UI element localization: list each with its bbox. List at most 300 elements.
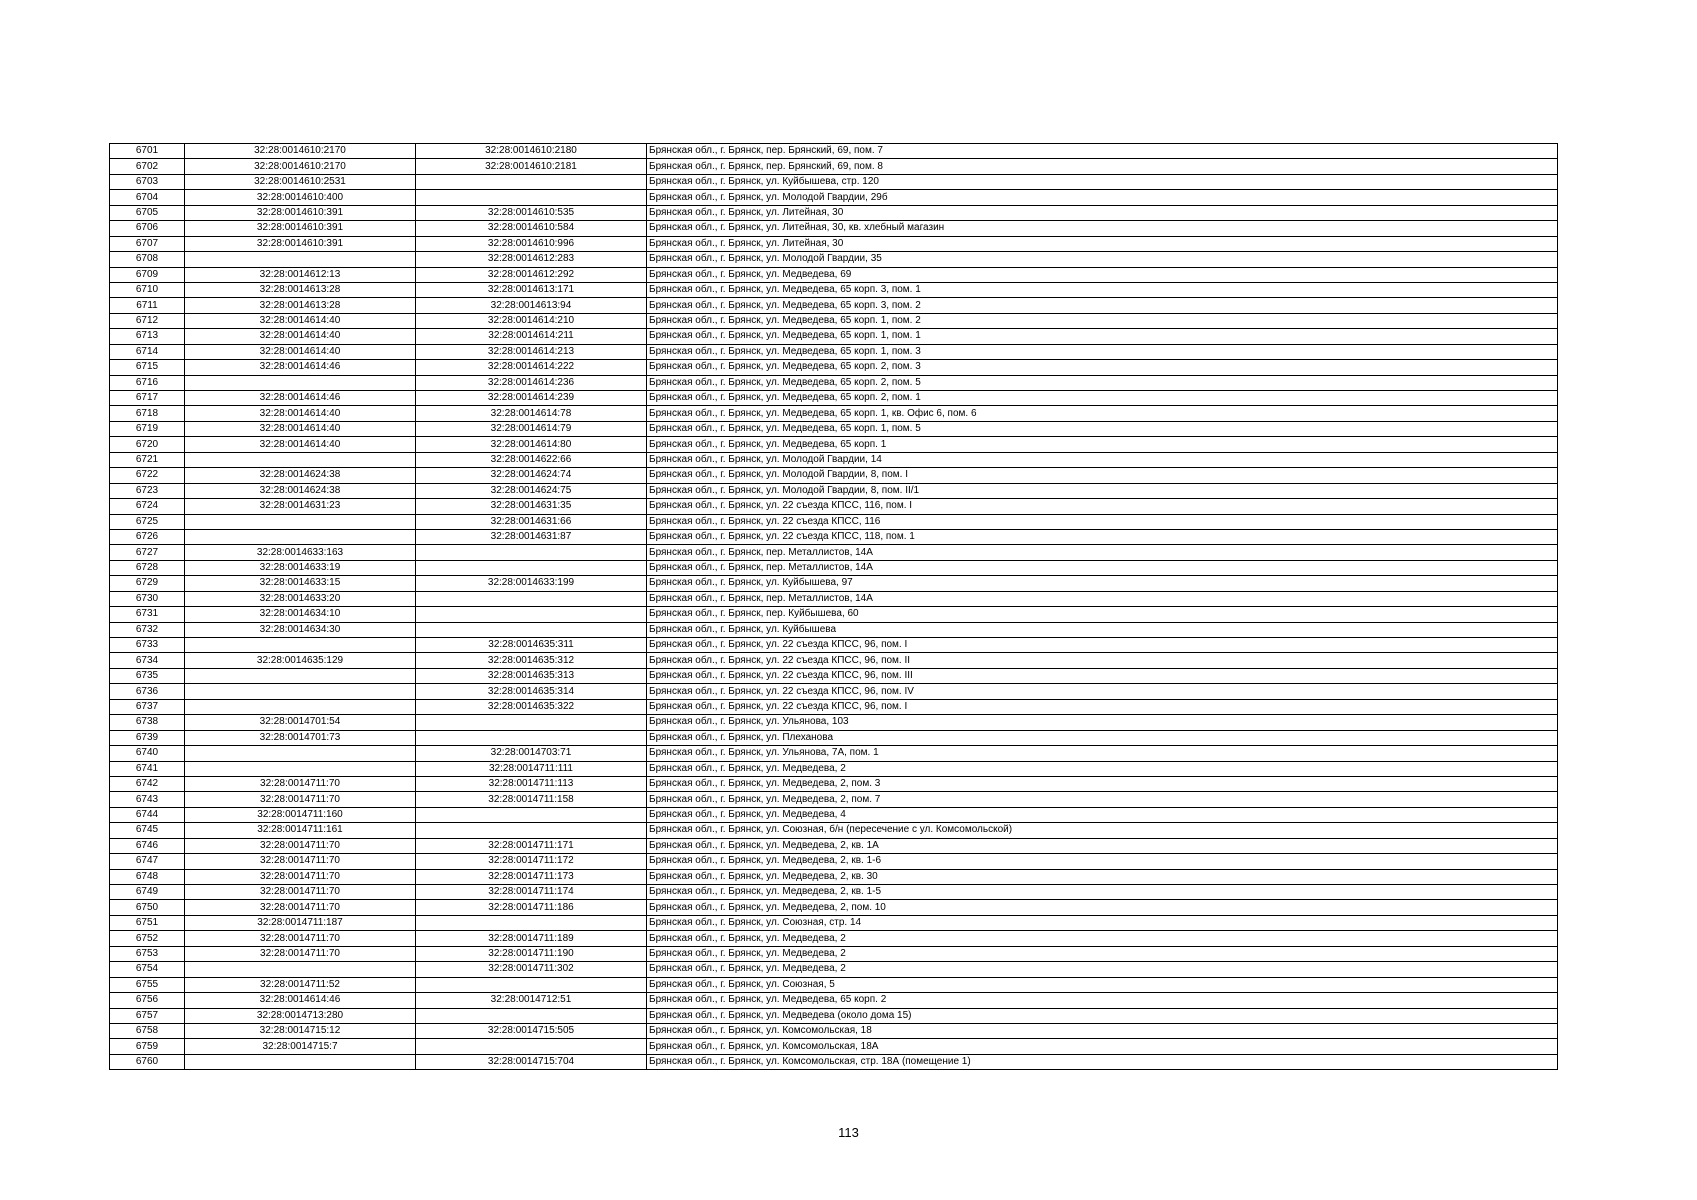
address-cell: Брянская обл., г. Брянск, ул. Молодой Гвардии, 29б [647, 190, 1558, 205]
parcel-number-cell: 32:28:0014711:70 [185, 776, 416, 791]
address-cell: Брянская обл., г. Брянск, ул. Литейная, 30 [647, 236, 1558, 251]
table-row [110, 607, 1558, 622]
parcel-number-cell: 32:28:0014711:70 [185, 869, 416, 884]
address-cell: Брянская обл., г. Брянск, ул. Медведева, 65 корп. 1, пом. 3 [647, 344, 1558, 359]
table-row [110, 838, 1558, 853]
object-number-cell: 32:28:0014624:75 [416, 483, 647, 498]
object-number-cell: 32:28:0014711:189 [416, 931, 647, 946]
row-number-cell: 6714 [110, 344, 185, 359]
object-number-cell: 32:28:0014715:505 [416, 1023, 647, 1038]
address-cell: Брянская обл., г. Брянск, ул. Союзная, 5 [647, 977, 1558, 992]
object-number-cell: 32:28:0014635:314 [416, 684, 647, 699]
page-number: 113 [838, 1125, 859, 1140]
table-row [110, 668, 1558, 683]
table-row [110, 421, 1558, 436]
object-number-cell: 32:28:0014614:239 [416, 391, 647, 406]
row-number-cell: 6735 [110, 668, 185, 683]
address-cell: Брянская обл., г. Брянск, ул. Медведева, 65 корп. 1, пом. 2 [647, 313, 1558, 328]
address-cell: Брянская обл., г. Брянск, ул. Медведева, 2, пом. 7 [647, 792, 1558, 807]
row-number-cell: 6737 [110, 699, 185, 714]
address-cell: Брянская обл., г. Брянск, ул. Молодой Гвардии, 8, пом. II/1 [647, 483, 1558, 498]
address-cell: Брянская обл., г. Брянск, ул. Куйбышева, 97 [647, 576, 1558, 591]
table-row [110, 653, 1558, 668]
table-row [110, 406, 1558, 421]
table-row [110, 761, 1558, 776]
table-row [110, 977, 1558, 992]
object-number-cell: 32:28:0014711:113 [416, 776, 647, 791]
row-number-cell: 6747 [110, 854, 185, 869]
address-cell: Брянская обл., г. Брянск, ул. Медведева, 65 корп. 1, пом. 1 [647, 329, 1558, 344]
registry-table-body [110, 144, 1558, 1070]
row-number-cell: 6728 [110, 560, 185, 575]
address-cell: Брянская обл., г. Брянск, ул. Медведева, 2 [647, 931, 1558, 946]
object-number-cell: 32:28:0014703:71 [416, 746, 647, 761]
address-cell: Брянская обл., г. Брянск, ул. 22 съезда КПСС, 96, пом. I [647, 638, 1558, 653]
table-row [110, 1039, 1558, 1054]
row-number-cell: 6741 [110, 761, 185, 776]
address-cell: Брянская обл., г. Брянск, ул. Медведева, 65 корп. 1 [647, 437, 1558, 452]
parcel-number-cell: 32:28:0014610:391 [185, 205, 416, 220]
parcel-number-cell: 32:28:0014610:391 [185, 236, 416, 251]
row-number-cell: 6722 [110, 468, 185, 483]
address-cell: Брянская обл., г. Брянск, ул. Медведева, 65 корп. 2, пом. 1 [647, 391, 1558, 406]
table-row [110, 885, 1558, 900]
address-cell: Брянская обл., г. Брянск, ул. 22 съезда КПСС, 96, пом. IV [647, 684, 1558, 699]
table-row [110, 174, 1558, 189]
table-row [110, 591, 1558, 606]
table-row [110, 900, 1558, 915]
table-row [110, 1008, 1558, 1023]
parcel-number-cell: 32:28:0014613:28 [185, 298, 416, 313]
object-number-cell: 32:28:0014715:704 [416, 1054, 647, 1069]
address-cell: Брянская обл., г. Брянск, ул. Ульянова, 7А, пом. 1 [647, 746, 1558, 761]
address-cell: Брянская обл., г. Брянск, ул. Медведева, 2, кв. 1-6 [647, 854, 1558, 869]
address-cell: Брянская обл., г. Брянск, ул. Комсомольская, стр. 18А (помещение 1) [647, 1054, 1558, 1069]
row-number-cell: 6740 [110, 746, 185, 761]
address-cell: Брянская обл., г. Брянск, ул. Медведева, 2, пом. 3 [647, 776, 1558, 791]
address-cell: Брянская обл., г. Брянск, ул. Комсомольская, 18А [647, 1039, 1558, 1054]
row-number-cell: 6745 [110, 823, 185, 838]
table-row [110, 915, 1558, 930]
table-row [110, 776, 1558, 791]
table-row [110, 282, 1558, 297]
parcel-number-cell: 32:28:0014633:20 [185, 591, 416, 606]
address-cell: Брянская обл., г. Брянск, ул. Медведева, 2, кв. 1-5 [647, 885, 1558, 900]
row-number-cell: 6734 [110, 653, 185, 668]
object-number-cell: 32:28:0014712:51 [416, 993, 647, 1008]
address-cell: Брянская обл., г. Брянск, ул. Медведева, 65 корп. 2, пом. 3 [647, 360, 1558, 375]
parcel-number-cell: 32:28:0014610:391 [185, 221, 416, 236]
object-number-cell: 32:28:0014635:312 [416, 653, 647, 668]
row-number-cell: 6702 [110, 159, 185, 174]
parcel-number-cell [185, 375, 416, 390]
object-number-cell: 32:28:0014610:996 [416, 236, 647, 251]
object-number-cell [416, 730, 647, 745]
address-cell: Брянская обл., г. Брянск, ул. Плеханова [647, 730, 1558, 745]
table-row [110, 499, 1558, 514]
parcel-number-cell: 32:28:0014711:70 [185, 792, 416, 807]
parcel-number-cell: 32:28:0014634:10 [185, 607, 416, 622]
parcel-number-cell: 32:28:0014610:400 [185, 190, 416, 205]
parcel-number-cell: 32:28:0014713:280 [185, 1008, 416, 1023]
table-row [110, 576, 1558, 591]
object-number-cell [416, 545, 647, 560]
row-number-cell: 6701 [110, 144, 185, 159]
row-number-cell: 6756 [110, 993, 185, 1008]
object-number-cell: 32:28:0014614:211 [416, 329, 647, 344]
object-number-cell: 32:28:0014711:186 [416, 900, 647, 915]
address-cell: Брянская обл., г. Брянск, ул. Союзная, стр. 14 [647, 915, 1558, 930]
object-number-cell: 32:28:0014622:66 [416, 452, 647, 467]
parcel-number-cell: 32:28:0014633:163 [185, 545, 416, 560]
parcel-number-cell: 32:28:0014614:46 [185, 360, 416, 375]
object-number-cell [416, 591, 647, 606]
row-number-cell: 6743 [110, 792, 185, 807]
table-row [110, 684, 1558, 699]
table-row [110, 730, 1558, 745]
parcel-number-cell [185, 699, 416, 714]
object-number-cell: 32:28:0014711:174 [416, 885, 647, 900]
parcel-number-cell: 32:28:0014715:7 [185, 1039, 416, 1054]
address-cell: Брянская обл., г. Брянск, ул. Медведева, 69 [647, 267, 1558, 282]
parcel-number-cell: 32:28:0014614:40 [185, 329, 416, 344]
row-number-cell: 6727 [110, 545, 185, 560]
object-number-cell [416, 715, 647, 730]
parcel-number-cell: 32:28:0014711:161 [185, 823, 416, 838]
parcel-number-cell [185, 529, 416, 544]
parcel-number-cell [185, 1054, 416, 1069]
object-number-cell: 32:28:0014613:94 [416, 298, 647, 313]
object-number-cell: 32:28:0014631:35 [416, 499, 647, 514]
row-number-cell: 6751 [110, 915, 185, 930]
table-row [110, 993, 1558, 1008]
table-row [110, 144, 1558, 159]
address-cell: Брянская обл., г. Брянск, ул. Медведева, 65 корп. 3, пом. 1 [647, 282, 1558, 297]
row-number-cell: 6724 [110, 499, 185, 514]
table-row [110, 236, 1558, 251]
address-cell: Брянская обл., г. Брянск, ул. Куйбышева, стр. 120 [647, 174, 1558, 189]
address-cell: Брянская обл., г. Брянск, ул. Медведева, 65 корп. 2 [647, 993, 1558, 1008]
row-number-cell: 6719 [110, 421, 185, 436]
parcel-number-cell: 32:28:0014711:70 [185, 900, 416, 915]
table-row [110, 699, 1558, 714]
row-number-cell: 6748 [110, 869, 185, 884]
object-number-cell: 32:28:0014635:311 [416, 638, 647, 653]
parcel-number-cell: 32:28:0014634:30 [185, 622, 416, 637]
parcel-number-cell: 32:28:0014614:40 [185, 344, 416, 359]
parcel-number-cell: 32:28:0014614:40 [185, 406, 416, 421]
table-row [110, 514, 1558, 529]
table-row [110, 298, 1558, 313]
object-number-cell: 32:28:0014613:171 [416, 282, 647, 297]
row-number-cell: 6712 [110, 313, 185, 328]
parcel-number-cell: 32:28:0014633:15 [185, 576, 416, 591]
object-number-cell: 32:28:0014711:302 [416, 962, 647, 977]
object-number-cell: 32:28:0014631:66 [416, 514, 647, 529]
row-number-cell: 6729 [110, 576, 185, 591]
address-cell: Брянская обл., г. Брянск, ул. Медведева, 4 [647, 807, 1558, 822]
parcel-number-cell [185, 252, 416, 267]
object-number-cell [416, 190, 647, 205]
table-row [110, 267, 1558, 282]
object-number-cell: 32:28:0014635:313 [416, 668, 647, 683]
table-row [110, 313, 1558, 328]
table-row [110, 560, 1558, 575]
object-number-cell [416, 807, 647, 822]
parcel-number-cell [185, 514, 416, 529]
row-number-cell: 6720 [110, 437, 185, 452]
table-row [110, 468, 1558, 483]
row-number-cell: 6736 [110, 684, 185, 699]
parcel-number-cell: 32:28:0014633:19 [185, 560, 416, 575]
row-number-cell: 6742 [110, 776, 185, 791]
table-row [110, 391, 1558, 406]
table-row [110, 962, 1558, 977]
address-cell: Брянская обл., г. Брянск, ул. 22 съезда КПСС, 118, пом. 1 [647, 529, 1558, 544]
table-row [110, 638, 1558, 653]
table-row [110, 1023, 1558, 1038]
table-row [110, 360, 1558, 375]
row-number-cell: 6708 [110, 252, 185, 267]
parcel-number-cell: 32:28:0014631:23 [185, 499, 416, 514]
parcel-number-cell: 32:28:0014711:70 [185, 838, 416, 853]
parcel-number-cell [185, 638, 416, 653]
row-number-cell: 6749 [110, 885, 185, 900]
row-number-cell: 6721 [110, 452, 185, 467]
parcel-number-cell: 32:28:0014711:70 [185, 946, 416, 961]
row-number-cell: 6733 [110, 638, 185, 653]
address-cell: Брянская обл., г. Брянск, пер. Куйбышева, 60 [647, 607, 1558, 622]
parcel-number-cell [185, 761, 416, 776]
parcel-number-cell [185, 668, 416, 683]
object-number-cell: 32:28:0014711:158 [416, 792, 647, 807]
address-cell: Брянская обл., г. Брянск, ул. Медведева, 65 корп. 1, пом. 5 [647, 421, 1558, 436]
table-row [110, 190, 1558, 205]
parcel-number-cell: 32:28:0014711:160 [185, 807, 416, 822]
object-number-cell: 32:28:0014635:322 [416, 699, 647, 714]
row-number-cell: 6723 [110, 483, 185, 498]
object-number-cell: 32:28:0014612:283 [416, 252, 647, 267]
row-number-cell: 6709 [110, 267, 185, 282]
address-cell: Брянская обл., г. Брянск, ул. Медведева, 2 [647, 761, 1558, 776]
object-number-cell: 32:28:0014614:80 [416, 437, 647, 452]
address-cell: Брянская обл., г. Брянск, ул. Куйбышева [647, 622, 1558, 637]
row-number-cell: 6706 [110, 221, 185, 236]
object-number-cell [416, 1039, 647, 1054]
object-number-cell: 32:28:0014610:2180 [416, 144, 647, 159]
row-number-cell: 6711 [110, 298, 185, 313]
parcel-number-cell: 32:28:0014614:46 [185, 391, 416, 406]
address-cell: Брянская обл., г. Брянск, ул. Молодой Гвардии, 14 [647, 452, 1558, 467]
parcel-number-cell [185, 452, 416, 467]
object-number-cell: 32:28:0014614:222 [416, 360, 647, 375]
table-row [110, 1054, 1558, 1069]
row-number-cell: 6744 [110, 807, 185, 822]
address-cell: Брянская обл., г. Брянск, ул. Медведева, 65 корп. 2, пом. 5 [647, 375, 1558, 390]
object-number-cell [416, 174, 647, 189]
row-number-cell: 6739 [110, 730, 185, 745]
row-number-cell: 6707 [110, 236, 185, 251]
parcel-number-cell: 32:28:0014614:40 [185, 421, 416, 436]
parcel-number-cell: 32:28:0014701:54 [185, 715, 416, 730]
table-row [110, 715, 1558, 730]
row-number-cell: 6753 [110, 946, 185, 961]
row-number-cell: 6718 [110, 406, 185, 421]
parcel-number-cell: 32:28:0014614:40 [185, 437, 416, 452]
object-number-cell: 32:28:0014711:190 [416, 946, 647, 961]
row-number-cell: 6703 [110, 174, 185, 189]
table-row [110, 823, 1558, 838]
object-number-cell: 32:28:0014614:236 [416, 375, 647, 390]
row-number-cell: 6731 [110, 607, 185, 622]
parcel-number-cell: 32:28:0014701:73 [185, 730, 416, 745]
row-number-cell: 6732 [110, 622, 185, 637]
object-number-cell [416, 560, 647, 575]
address-cell: Брянская обл., г. Брянск, ул. Литейная, 30 [647, 205, 1558, 220]
parcel-number-cell: 32:28:0014610:2531 [185, 174, 416, 189]
address-cell: Брянская обл., г. Брянск, ул. Медведева, 2 [647, 962, 1558, 977]
table-row [110, 854, 1558, 869]
address-cell: Брянская обл., г. Брянск, ул. Медведева, 65 корп. 1, кв. Офис 6, пом. 6 [647, 406, 1558, 421]
address-cell: Брянская обл., г. Брянск, ул. Союзная, б/н (пересечение с ул. Комсомольской) [647, 823, 1558, 838]
row-number-cell: 6730 [110, 591, 185, 606]
row-number-cell: 6726 [110, 529, 185, 544]
address-cell: Брянская обл., г. Брянск, ул. Медведева, 2, кв. 30 [647, 869, 1558, 884]
object-number-cell [416, 977, 647, 992]
object-number-cell [416, 915, 647, 930]
address-cell: Брянская обл., г. Брянск, ул. Медведева, 2, пом. 10 [647, 900, 1558, 915]
address-cell: Брянская обл., г. Брянск, ул. 22 съезда КПСС, 96, пом. III [647, 668, 1558, 683]
address-cell: Брянская обл., г. Брянск, ул. Комсомольская, 18 [647, 1023, 1558, 1038]
parcel-number-cell [185, 684, 416, 699]
row-number-cell: 6757 [110, 1008, 185, 1023]
address-cell: Брянская обл., г. Брянск, ул. Литейная, 30, кв. хлебный магазин [647, 221, 1558, 236]
table-row [110, 329, 1558, 344]
row-number-cell: 6705 [110, 205, 185, 220]
table-row [110, 746, 1558, 761]
table-row [110, 931, 1558, 946]
table-row [110, 221, 1558, 236]
table-row [110, 344, 1558, 359]
row-number-cell: 6752 [110, 931, 185, 946]
parcel-number-cell: 32:28:0014612:13 [185, 267, 416, 282]
row-number-cell: 6750 [110, 900, 185, 915]
object-number-cell: 32:28:0014612:292 [416, 267, 647, 282]
object-number-cell [416, 607, 647, 622]
row-number-cell: 6716 [110, 375, 185, 390]
table-row [110, 792, 1558, 807]
row-number-cell: 6760 [110, 1054, 185, 1069]
address-cell: Брянская обл., г. Брянск, ул. Молодой Гвардии, 35 [647, 252, 1558, 267]
row-number-cell: 6746 [110, 838, 185, 853]
row-number-cell: 6754 [110, 962, 185, 977]
table-row [110, 483, 1558, 498]
row-number-cell: 6710 [110, 282, 185, 297]
parcel-number-cell: 32:28:0014610:2170 [185, 159, 416, 174]
object-number-cell: 32:28:0014614:79 [416, 421, 647, 436]
table-row [110, 529, 1558, 544]
row-number-cell: 6725 [110, 514, 185, 529]
parcel-number-cell: 32:28:0014613:28 [185, 282, 416, 297]
address-cell: Брянская обл., г. Брянск, ул. 22 съезда КПСС, 96, пом. I [647, 699, 1558, 714]
address-cell: Брянская обл., г. Брянск, ул. Медведева, 2 [647, 946, 1558, 961]
parcel-number-cell: 32:28:0014715:12 [185, 1023, 416, 1038]
table-row [110, 807, 1558, 822]
object-number-cell: 32:28:0014610:584 [416, 221, 647, 236]
object-number-cell [416, 823, 647, 838]
row-number-cell: 6738 [110, 715, 185, 730]
parcel-number-cell: 32:28:0014711:70 [185, 854, 416, 869]
table-row [110, 437, 1558, 452]
object-number-cell [416, 1008, 647, 1023]
row-number-cell: 6715 [110, 360, 185, 375]
row-number-cell: 6759 [110, 1039, 185, 1054]
row-number-cell: 6704 [110, 190, 185, 205]
table-row [110, 869, 1558, 884]
address-cell: Брянская обл., г. Брянск, пер. Металлистов, 14А [647, 560, 1558, 575]
parcel-number-cell: 32:28:0014711:70 [185, 931, 416, 946]
address-cell: Брянская обл., г. Брянск, пер. Брянский, 69, пом. 8 [647, 159, 1558, 174]
address-cell: Брянская обл., г. Брянск, ул. Ульянова, 103 [647, 715, 1558, 730]
table-row [110, 946, 1558, 961]
row-number-cell: 6717 [110, 391, 185, 406]
address-cell: Брянская обл., г. Брянск, ул. 22 съезда КПСС, 116 [647, 514, 1558, 529]
parcel-number-cell [185, 746, 416, 761]
object-number-cell: 32:28:0014610:2181 [416, 159, 647, 174]
object-number-cell: 32:28:0014711:111 [416, 761, 647, 776]
table-row [110, 205, 1558, 220]
table-row [110, 159, 1558, 174]
row-number-cell: 6713 [110, 329, 185, 344]
object-number-cell [416, 622, 647, 637]
parcel-number-cell: 32:28:0014624:38 [185, 483, 416, 498]
object-number-cell: 32:28:0014633:199 [416, 576, 647, 591]
row-number-cell: 6755 [110, 977, 185, 992]
object-number-cell: 32:28:0014711:172 [416, 854, 647, 869]
object-number-cell: 32:28:0014711:173 [416, 869, 647, 884]
address-cell: Брянская обл., г. Брянск, ул. 22 съезда КПСС, 116, пом. I [647, 499, 1558, 514]
object-number-cell: 32:28:0014711:171 [416, 838, 647, 853]
address-cell: Брянская обл., г. Брянск, пер. Металлистов, 14А [647, 591, 1558, 606]
parcel-number-cell: 32:28:0014711:187 [185, 915, 416, 930]
address-cell: Брянская обл., г. Брянск, ул. Молодой Гвардии, 8, пом. I [647, 468, 1558, 483]
parcel-number-cell: 32:28:0014624:38 [185, 468, 416, 483]
parcel-number-cell [185, 962, 416, 977]
address-cell: Брянская обл., г. Брянск, ул. Медведева (около дома 15) [647, 1008, 1558, 1023]
object-number-cell: 32:28:0014614:78 [416, 406, 647, 421]
parcel-number-cell: 32:28:0014711:70 [185, 885, 416, 900]
address-cell: Брянская обл., г. Брянск, пер. Брянский, 69, пом. 7 [647, 144, 1558, 159]
parcel-number-cell: 32:28:0014635:129 [185, 653, 416, 668]
address-cell: Брянская обл., г. Брянск, ул. 22 съезда КПСС, 96, пом. II [647, 653, 1558, 668]
object-number-cell: 32:28:0014614:213 [416, 344, 647, 359]
table-row [110, 545, 1558, 560]
parcel-number-cell: 32:28:0014610:2170 [185, 144, 416, 159]
parcel-number-cell: 32:28:0014614:40 [185, 313, 416, 328]
address-cell: Брянская обл., г. Брянск, ул. Медведева, 2, кв. 1А [647, 838, 1558, 853]
registry-table [109, 143, 1558, 1070]
parcel-number-cell: 32:28:0014614:46 [185, 993, 416, 1008]
table-row [110, 452, 1558, 467]
table-row [110, 622, 1558, 637]
parcel-number-cell: 32:28:0014711:52 [185, 977, 416, 992]
object-number-cell: 32:28:0014610:535 [416, 205, 647, 220]
object-number-cell: 32:28:0014631:87 [416, 529, 647, 544]
table-row [110, 252, 1558, 267]
row-number-cell: 6758 [110, 1023, 185, 1038]
object-number-cell: 32:28:0014614:210 [416, 313, 647, 328]
address-cell: Брянская обл., г. Брянск, пер. Металлистов, 14А [647, 545, 1558, 560]
